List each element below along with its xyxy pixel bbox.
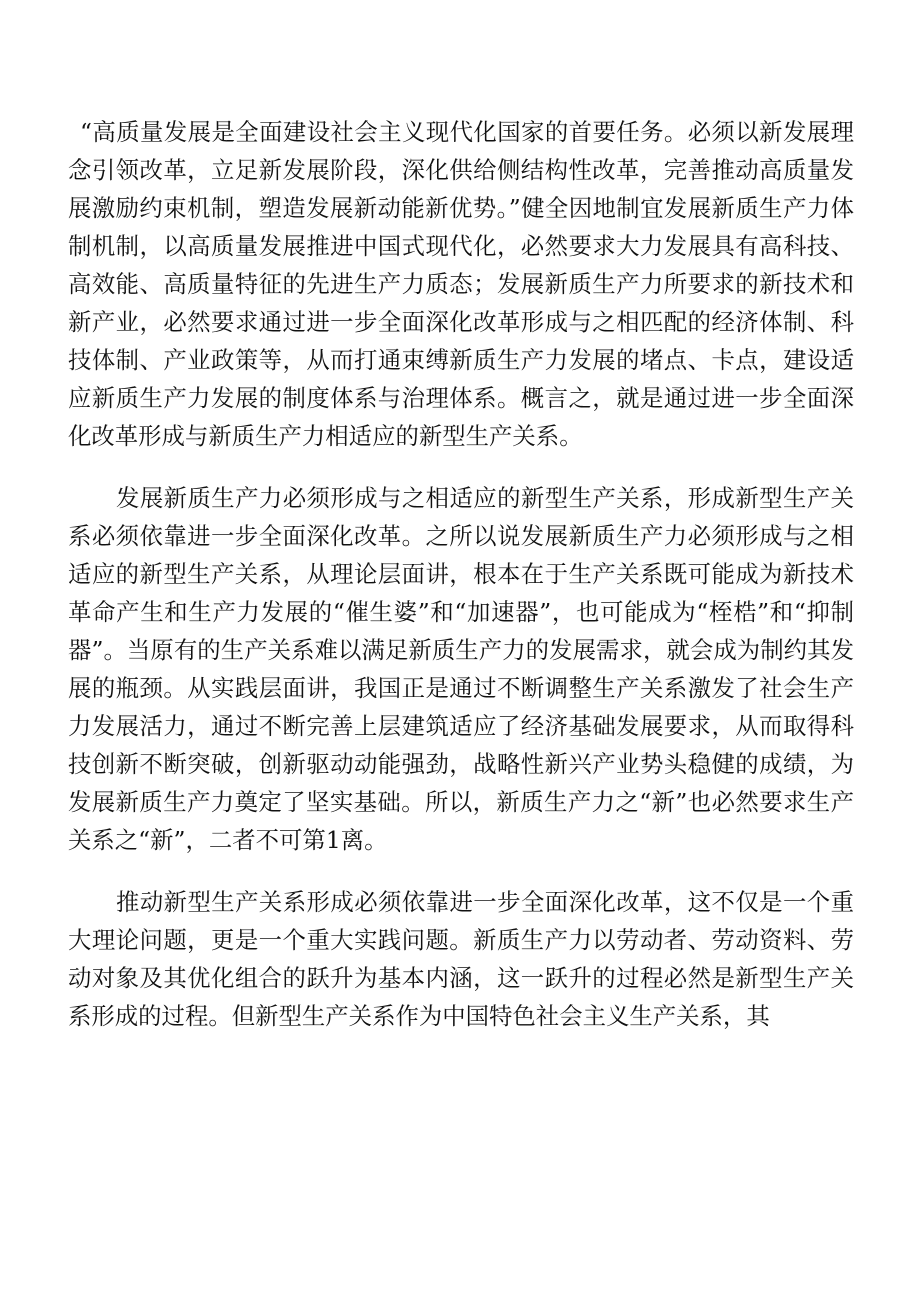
paragraph-3: 推动新型生产关系形成必须依靠进一步全面深化改革，这不仅是一个重大理论问题，更是一个重大实践问题。新质生产力以劳动者、劳动资料、劳动对象及其优化组合的跃升为基本内涵，这一跃升的过程必然是新型生产关系形成的过程。但新型生产关系作为中国特色社会主义生产关系，其 <box>68 888 854 1030</box>
paragraph-2: 发展新质生产力必须形成与之相适应的新型生产关系，形成新型生产关系必须依靠进一步全面深化改革。之所以说发展新质生产力必须形成与之相适应的新型生产关系，从理论层面讲，根本在于生产关系既可能成为新技术革命产生和生产力发展的“催生婆”和“加速器”，也可能成为“桎梏”和“抑制器”。当原有的生产关系难以满足新质生产力的发展需求，就会成为制约其发展的瓶颈。从实践层面讲，我国正是通过不断调整生产关系激发了社会生产力发展活力，通过不断完善上层建筑适应了经济基础发展要求，从而取得科技创新不断突破，创新驱动动能强劲，战略性新兴产业势头稳健的成绩，为发展新质生产力奠定了坚实基础。所以，新质生产力之“新”也必然要求生产关系之“新”，二者不可第1离。 <box>68 484 854 854</box>
paragraph-gap <box>68 859 854 883</box>
document-body <box>68 113 854 1035</box>
paragraph-1: “高质量发展是全面建设社会主义现代化国家的首要任务。必须以新发展理念引领改革，立足新发展阶段，深化供给侧结构性改革，完善推动高质量发展激励约束机制，塑造发展新动能新优势。”健全因地制宜发展新质生产力体制机制，以高质量发展推进中国式现代化，必然要求大力发展具有高科技、高效能、高质量特征的先进生产力质态；发展新质生产力所要求的新技术和新产业，必然要求通过进一步全面深化改革形成与之相匹配的经济体制、科技体制、产业政策等，从而打通束缚新质生产力发展的堵点、卡点，建设适应新质生产力发展的制度体系与治理体系。概言之，就是通过进一步全面深化改革形成与新质生产力相适应的新型生产关系。 <box>68 118 854 450</box>
paragraph-gap <box>68 455 854 479</box>
